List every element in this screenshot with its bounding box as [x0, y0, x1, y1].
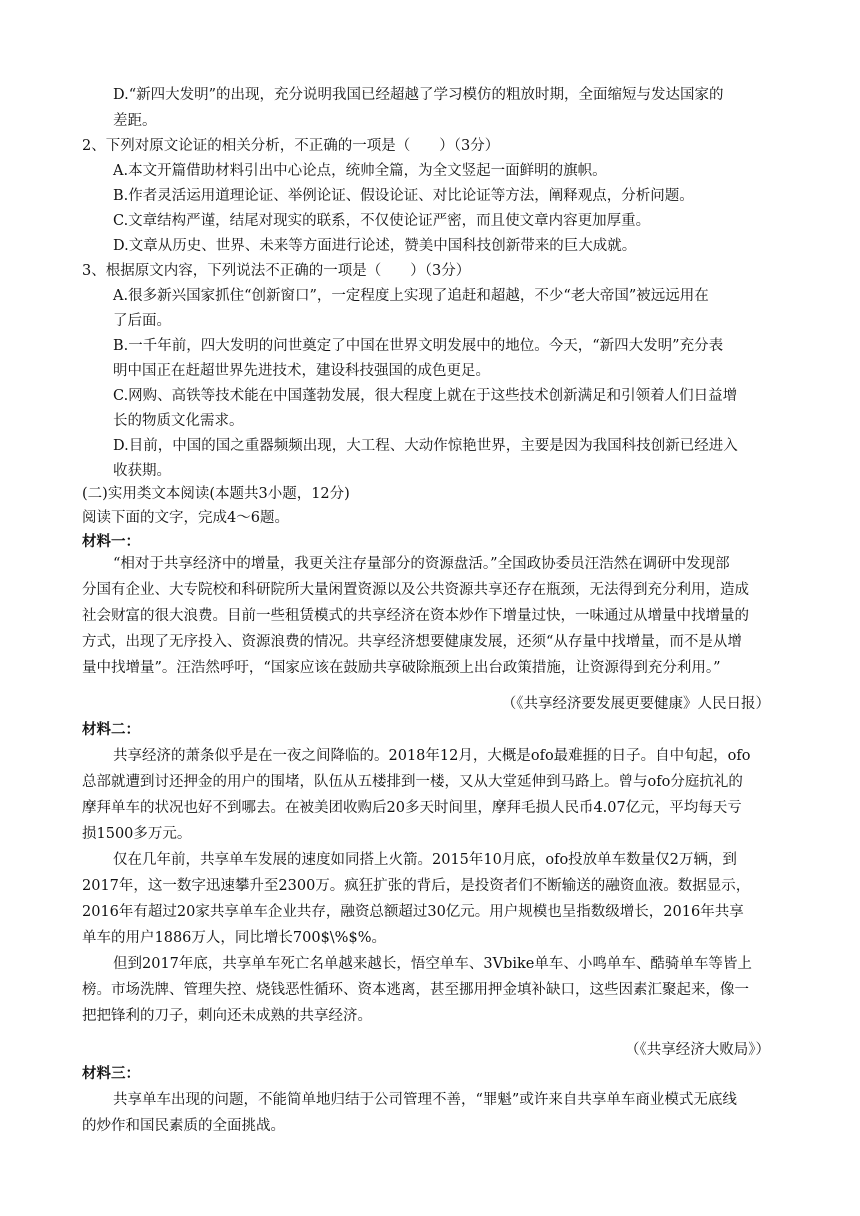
material-3-title: 材料三： [82, 1065, 140, 1082]
material-1-line: “相对于共享经济中的增量，我更关注存量部分的资源盘活。”全国政协委员汪浩然在调研中发现部 [113, 556, 730, 572]
material-2-line: 总部就遭到讨还押金的用户的围堵，队伍从五楼排到一楼，又从大堂延伸到马路上。曾与ofo分庭抗礼的 [82, 774, 743, 790]
material-2-line: 榜。市场洗牌、管理失控、烧钱恶性循环、资本逃离，甚至挪用押金填补缺口，这些因素汇聚起来，像一 [82, 982, 749, 998]
material-2-line: 但到2017年底，共享单车死亡名单越来越长，悟空单车、3Vbike单车、小鸣单车、酷骑单车等皆上 [113, 956, 752, 972]
q3-option-b-line2: 明中国正在赶超世界先进技术，建设科技强国的成色更足。 [113, 363, 490, 379]
q3-option-c-line2: 长的物质文化需求。 [113, 413, 244, 429]
q2-option-a: A.本文开篇借助材料引出中心论点，统帅全篇，为全文竖起一面鲜明的旗帜。 [113, 163, 607, 179]
q3-stem: 3、根据原文内容，下列说法不正确的一项是（ ）（3分） [82, 263, 471, 279]
q2-option-b: B.作者灵活运用道理论证、举例论证、假设论证、对比论证等方法，阐释观点，分析问题。 [113, 188, 694, 204]
q1-option-d-line1: D.“新四大发明”的出现，充分说明我国已经超越了学习模仿的粗放时期，全面缩短与发达国家的 [113, 87, 724, 103]
q3-option-d-line1: D.目前，中国的国之重器频频出现，大工程、大动作惊艳世界，主要是因为我国科技创新已经进入 [113, 438, 738, 454]
q1-option-d-line2: 差距。 [113, 113, 157, 129]
material-2-source: （《共享经济大败局》） [625, 1042, 770, 1058]
material-1-line: 方式，出现了无序投入、资源浪费的情况。共享经济想要健康发展，还须“从存量中找增量，而不是从增 [82, 634, 742, 650]
q3-option-d-line2: 收获期。 [113, 463, 171, 479]
material-1-title: 材料一： [82, 533, 140, 550]
material-1-source: （《共享经济要发展更要健康》人民日报） [501, 696, 770, 712]
material-2-line: 把把锋利的刀子，刺向还未成熟的共享经济。 [82, 1008, 372, 1024]
q2-option-c: C.文章结构严谨，结尾对现实的联系，不仅使论证严密，而且使文章内容更加厚重。 [113, 213, 651, 229]
material-2-line: 摩拜单车的状况也好不到哪去。在被美团收购后20多天时间里，摩拜毛损人民币4.07亿元，平均每天亏 [82, 800, 742, 816]
material-2-line: 损1500多万元。 [82, 826, 192, 842]
section-instruction: 阅读下面的文字，完成4～6题。 [82, 510, 289, 526]
material-2-line: 共享经济的萧条似乎是在一夜之间降临的。2018年12月，大概是ofo最难捱的日子。自中旬起，ofo [113, 748, 751, 764]
q2-option-d: D.文章从历史、世界、未来等方面进行论述，赞美中国科技创新带来的巨大成就。 [113, 238, 637, 254]
section-heading: (二)实用类文本阅读(本题共3小题，12分) [82, 486, 350, 502]
material-2-line: 2017年，这一数字迅速攀升至2300万。疯狂扩张的背后，是投资者们不断输送的融资血液。数据显示， [82, 878, 751, 894]
q3-option-c-line1: C.网购、高铁等技术能在中国蓬勃发展，很大程度上就在于这些技术创新满足和引领着人们日益增 [113, 388, 738, 404]
material-2-line: 2016年有超过20家共享单车企业共存，融资总额超过30亿元。用户规模也呈指数级增长，2016年共享 [82, 904, 744, 920]
material-1-line: 社会财富的很大浪费。目前一些租赁模式的共享经济在资本炒作下增量过快，一味通过从增量中找增量的 [82, 608, 749, 624]
material-2-line: 仅在几年前，共享单车发展的速度如同搭上火箭。2015年10月底，ofo投放单车数量仅2万辆，到 [113, 852, 737, 868]
q3-option-a-line1: A.很多新兴国家抓住“创新窗口”，一定程度上实现了追赶和超越，不少“老大帝国”被远远用在 [113, 288, 709, 304]
material-3-line: 的炒作和国民素质的全面挑战。 [82, 1118, 285, 1134]
material-3-line: 共享单车出现的问题，不能简单地归结于公司管理不善，“罪魁”或许来自共享单车商业模式无底线 [113, 1092, 737, 1108]
q3-option-a-line2: 了后面。 [113, 313, 171, 329]
material-1-line: 量中找增量”。汪浩然呼吁，“国家应该在鼓励共享破除瓶颈上出台政策措施，让资源得到充分利用。” [82, 660, 721, 676]
material-1-line: 分国有企业、大专院校和科研院所大量闲置资源以及公共资源共享还存在瓶颈，无法得到充分利用，造成 [82, 582, 749, 598]
material-2-title: 材料二： [82, 721, 140, 738]
q2-stem: 2、下列对原文论证的相关分析，不正确的一项是（ ）（3分） [82, 138, 500, 154]
q3-option-b-line1: B.一千年前，四大发明的问世奠定了中国在世界文明发展中的地位。今天，“新四大发明”充分表 [113, 338, 724, 354]
material-2-line: 单车的用户1886万人，同比增长700$\%$%。 [82, 930, 386, 946]
